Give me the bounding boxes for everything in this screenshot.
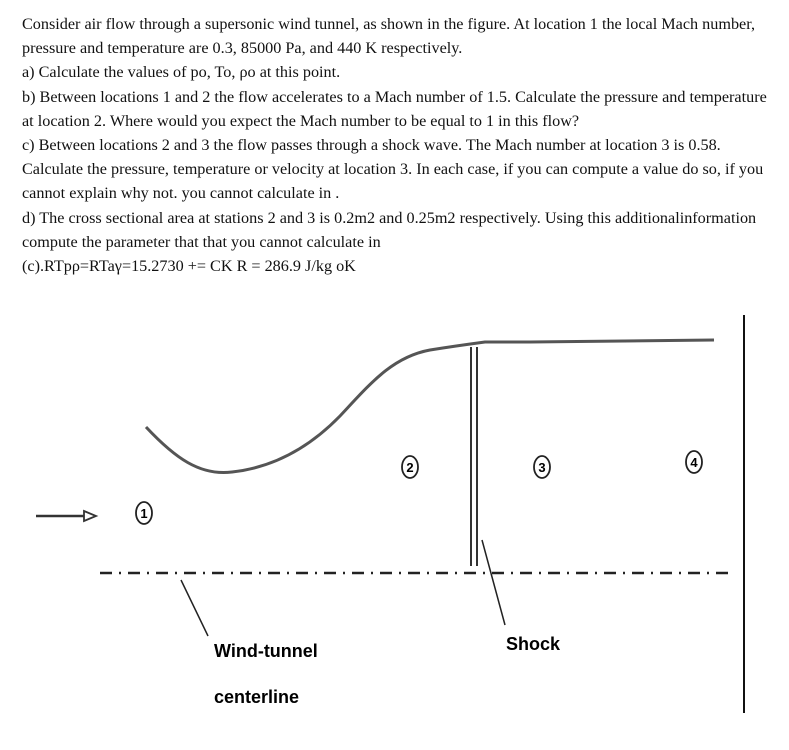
part-a: a) Calculate the values of po, To, ρo at this point.: [22, 63, 341, 82]
centerline-leader-line: [181, 580, 208, 636]
formula-line: (c).RTpρ=RTaγ=15.2730 += CK R = 286.9 J/kg oK: [22, 257, 356, 276]
part-c: c) Between locations 2 and 3 the flow passes through a shock wave. The Mach number at location 3 is 0.58. Calculate the pressure, temperature or velocity at location 3. In each case, if you can compute a value do so, if you cannot explain why not. you cannot calculate in .: [22, 136, 764, 203]
tunnel-wall: [146, 340, 714, 473]
station-label-1: 1: [140, 506, 148, 521]
flow-arrow-icon: [36, 511, 96, 521]
station-marker-3: [534, 456, 550, 478]
station-marker-4: [686, 451, 702, 473]
wind-tunnel-figure: [0, 300, 789, 750]
centerline-label-line2: centerline: [214, 687, 300, 707]
part-d: d) The cross sectional area at stations 2 and 3 is 0.2m2 and 0.25m2 respectively. Using this additionalinformation compute the parameter that that you cannot calculate in: [22, 208, 757, 251]
problem-statement: [22, 12, 767, 278]
station-marker-1: [136, 502, 152, 524]
wind-tunnel-diagram: [0, 300, 789, 750]
problem-intro: Consider air flow through a supersonic wind tunnel, as shown in the figure. At location 1 the local Mach number, pressure and temperature are 0.3, 85000 Pa, and 440 K respectively.: [22, 15, 756, 58]
station-label-2: 2: [406, 460, 414, 475]
shock-label: Shock: [506, 634, 561, 654]
station-label-4: 4: [690, 455, 698, 470]
centerline-label-line1: Wind-tunnel: [214, 641, 318, 661]
station-label-3: 3: [538, 460, 546, 475]
part-b: b) Between locations 1 and 2 the flow accelerates to a Mach number of 1.5. Calculate the pressure and temperature at location 2. Where would you expect the Mach number to be equal to 1 in this flow?: [22, 87, 767, 130]
station-marker-2: [402, 456, 418, 478]
shock-leader-line: [482, 540, 505, 625]
